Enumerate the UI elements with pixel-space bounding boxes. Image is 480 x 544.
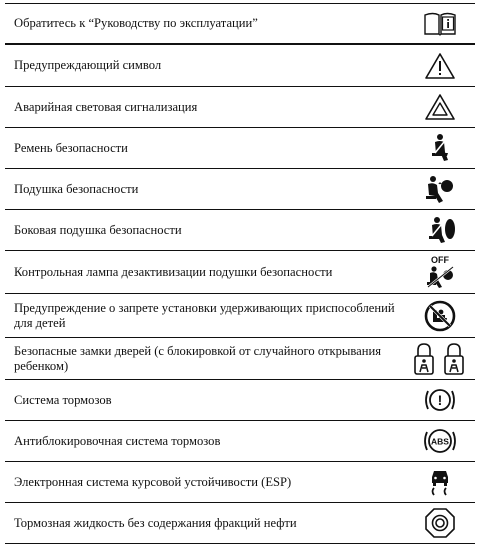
table-row (5, 462, 475, 503)
seat-belt-icon (405, 128, 475, 168)
table-row (5, 251, 475, 294)
row-label: Безопасные замки дверей (с блокировкой от случайного открывания ребенком) (14, 343, 381, 373)
row-label: Система тормозов (14, 392, 112, 407)
symbols-table (5, 3, 475, 544)
row-label: Контрольная лампа дезактивизации подушки безопасности (14, 264, 333, 279)
row-label: Аварийная световая сигнализация (14, 99, 198, 114)
brake-fluid-icon (405, 503, 475, 543)
row-label: Предупреждение о запрете установки удерживающих приспособлений для детей (14, 300, 395, 330)
table-row (5, 210, 475, 251)
abs-label: ABS (431, 436, 449, 447)
no-child-seat-icon (405, 294, 475, 337)
child-lock-icon (405, 338, 475, 379)
row-label: Предупреждающий символ (14, 58, 162, 72)
table-row (5, 294, 475, 338)
row-label: Обратитесь к “Руководству по эксплуатации” (14, 16, 258, 30)
brake-system-icon (405, 380, 475, 420)
table-row (5, 338, 475, 380)
row-label: Боковая подушка безопасности (14, 222, 182, 237)
table-row (5, 380, 475, 421)
table-row (5, 128, 475, 169)
row-label: Ремень безопасности (14, 140, 128, 155)
table-row (5, 4, 475, 45)
row-label: Тормозная жидкость без содержания фракций нефти (14, 515, 297, 530)
brake-system-mark: ! (437, 392, 443, 408)
manual-book-icon (405, 4, 475, 43)
esp-icon (405, 462, 475, 502)
table-row (5, 169, 475, 210)
airbag-off-label: OFF (431, 255, 449, 265)
row-label: Подушка безопасности (14, 181, 139, 196)
table-row (5, 503, 475, 544)
hazard-lights-icon (405, 87, 475, 127)
airbag-icon (405, 169, 475, 209)
table-row (5, 421, 475, 462)
row-label: Антиблокировочная система тормозов (14, 433, 221, 448)
table-row (5, 45, 475, 87)
abs-icon (405, 421, 475, 461)
warning-triangle-icon (405, 45, 475, 86)
airbag-off-icon (405, 251, 475, 293)
table-row (5, 87, 475, 128)
row-label: Электронная система курсовой устойчивости (ESP) (14, 474, 292, 489)
side-airbag-icon (405, 210, 475, 250)
